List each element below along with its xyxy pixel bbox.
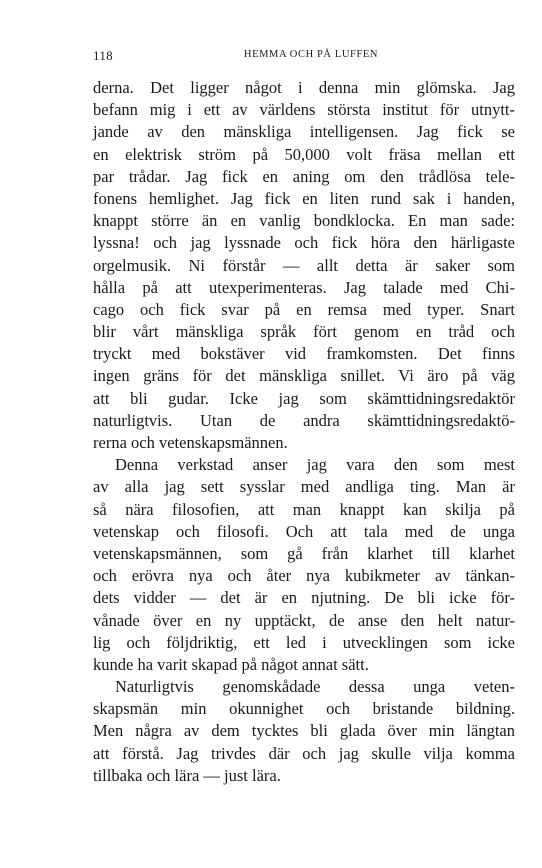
text-line: vetenskapsmännen, som gå från klarhet till klarhet [93, 543, 515, 563]
body-text [93, 77, 515, 787]
text-line: av alla jag sett sysslar med andliga ting. Man är [93, 477, 515, 497]
text-line: skapsmän min okunnighet och bristande bildning. [93, 699, 515, 719]
text-line: rerna och vetenskapsmännen. [93, 433, 288, 452]
text-line: så nära filosofien, att man knappt kan skilja på [93, 499, 515, 519]
text-line: lyssna! och jag lyssnade och fick höra den härligaste [93, 233, 515, 253]
text-line: ingen gräns för det mänskliga snillet. Vi äro på väg [93, 366, 515, 386]
text-line: befann mig i ett av världens största institut för utnytt- [93, 100, 515, 120]
text-line: Denna verkstad anser jag vara den som mest [115, 455, 515, 475]
text-line: cago och fick svar på en remsa med typer. Snart [93, 299, 515, 319]
text-line: orgelmusik. Ni förstår — allt detta är saker som [93, 255, 515, 275]
text-line: dets vidder — det är en njutning. De bli icke för- [93, 588, 515, 608]
text-line: hålla på att utexperimenteras. Jag talade med Chi- [93, 277, 515, 297]
text-line: blir vårt mänskliga språk fört genom en tråd och [93, 322, 515, 342]
text-line: lig och följdriktig, ett led i utvecklingen som icke [93, 632, 515, 652]
running-head [93, 48, 515, 64]
text-line: att förstå. Jag trivdes där och jag skulle vilja komma [93, 743, 515, 763]
text-line: tillbaka och lära — just lära. [93, 765, 281, 785]
text-line: tryckt med bokstäver vid framkomsten. Det finns [93, 344, 515, 364]
text-line: jande av den mänskliga intelligensen. Jag fick se [93, 122, 515, 142]
text-line: och erövra nya och åter nya kubikmeter av tänkan- [93, 566, 515, 586]
text-line: vånade över en ny upptäckt, de anse den helt natur- [93, 610, 515, 630]
text-line: Men några av dem tycktes bli glada över min längtan [93, 721, 515, 741]
text-line: naturligtvis. Utan de andra skämttidningsredaktö- [93, 410, 515, 430]
text-line: knappt större än en vanlig bondklocka. En man sade: [93, 211, 515, 231]
running-head-title: HEMMA OCH PÅ LUFFEN [243, 49, 379, 60]
page-number: 118 [93, 48, 113, 63]
text-line: kunde ha varit skapad på något annat sätt. [93, 654, 369, 674]
text-line: Naturligtvis genomskådade dessa unga veten- [115, 677, 515, 697]
text-line: par trådar. Jag fick en aning om den trådlösa tele- [93, 166, 515, 186]
text-line: vetenskap och filosofi. Och att tala med de unga [93, 521, 515, 541]
text-line: fonens hemlighet. Jag fick en liten rund sak i handen, [93, 188, 515, 208]
text-line: derna. Det ligger något i denna min glömska. Jag [93, 78, 515, 97]
text-line: en elektrisk ström på 50,000 volt fräsa mellan ett [93, 144, 515, 164]
text-line: att bli gudar. Icke jag som skämttidningsredaktör [93, 388, 515, 408]
